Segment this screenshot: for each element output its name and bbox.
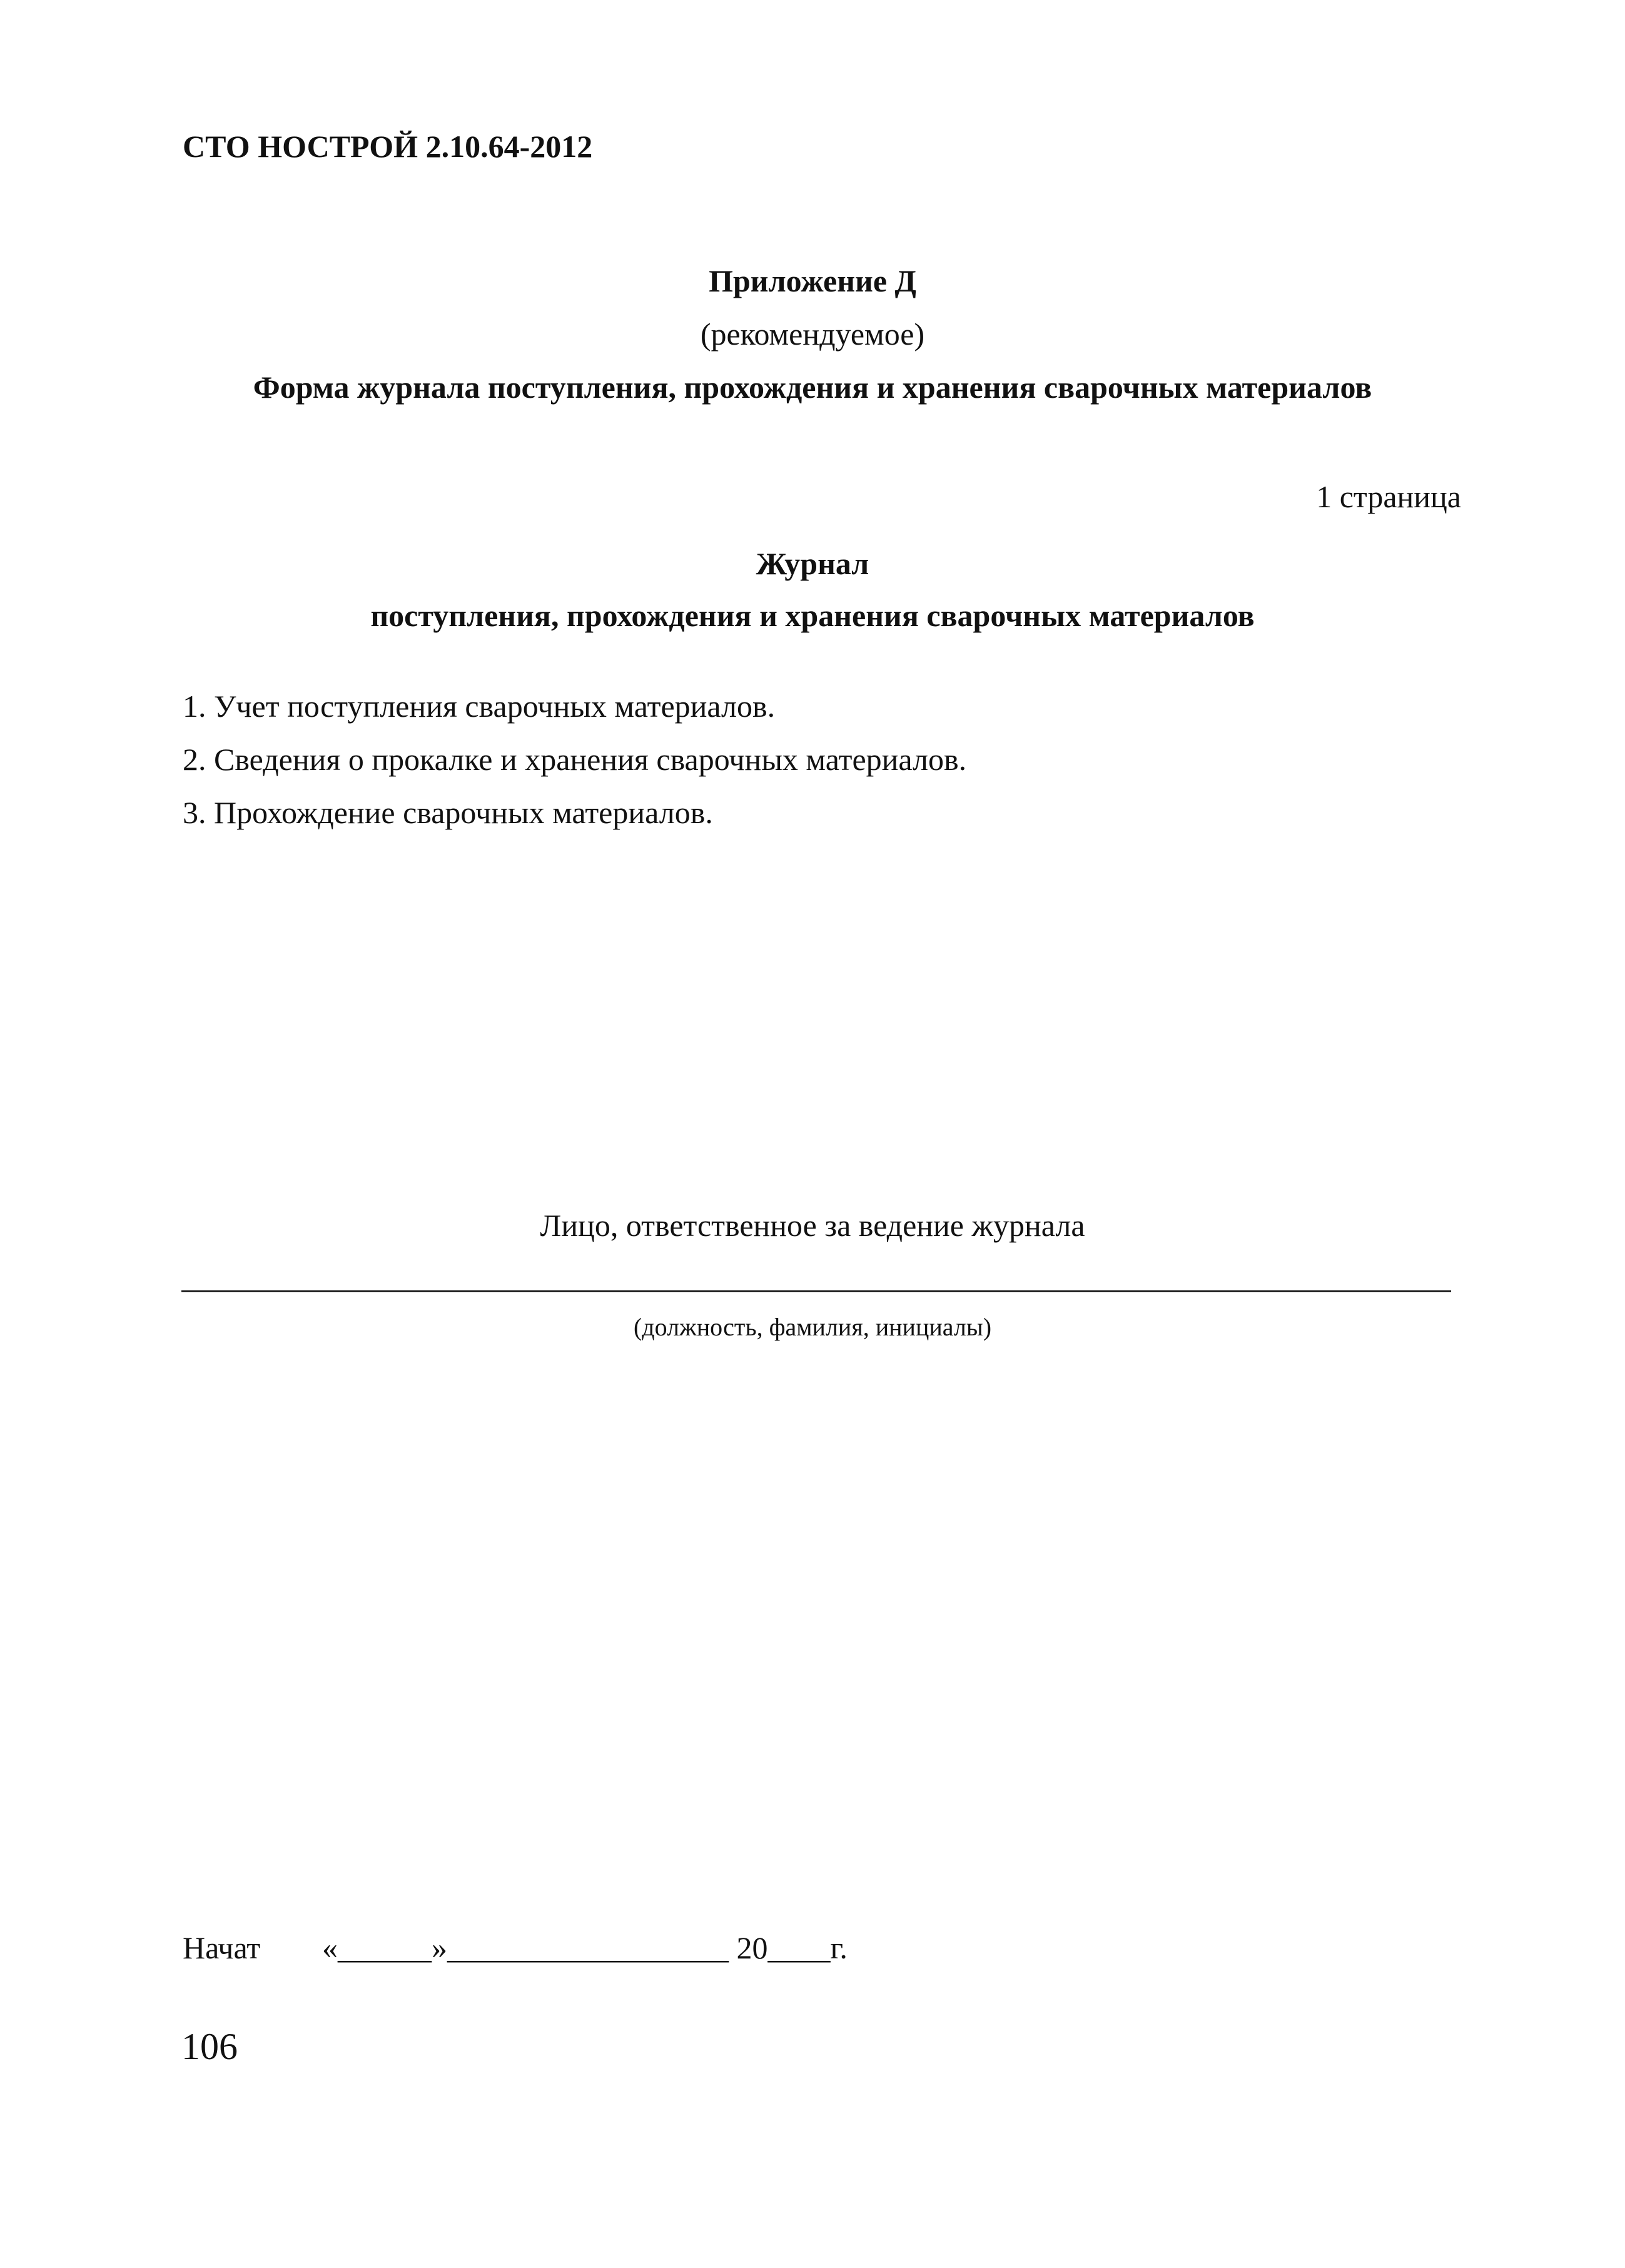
journal-title: Журнал [756,546,869,581]
journal-subtitle: поступления, прохождения и хранения сварочных материалов [370,598,1255,633]
responsible-person-label: Лицо, ответственное за ведение журнала [540,1208,1085,1243]
started-date-field[interactable]: «______»__________________ 20____г. [322,1930,848,1965]
page-number: 106 [181,2026,238,2067]
signature-caption: (должность, фамилия, инициалы) [633,1313,992,1341]
list-item: 2. Сведения о прокалке и хранения сварочных материалов. [183,742,967,777]
signature-line[interactable] [181,1290,1451,1292]
appendix-title: Приложение Д [709,263,916,298]
list-item: 3. Прохождение сварочных материалов. [183,795,713,830]
appendix-status: (рекомендуемое) [700,316,925,352]
form-title: Форма журнала поступления, прохождения и хранения сварочных материалов [253,370,1372,405]
document-code: СТО НОСТРОЙ 2.10.64-2012 [183,129,593,164]
list-item: 1. Учет поступления сварочных материалов. [183,689,776,724]
page-label: 1 страница [1316,479,1461,514]
started-label: Начат [183,1930,261,1965]
